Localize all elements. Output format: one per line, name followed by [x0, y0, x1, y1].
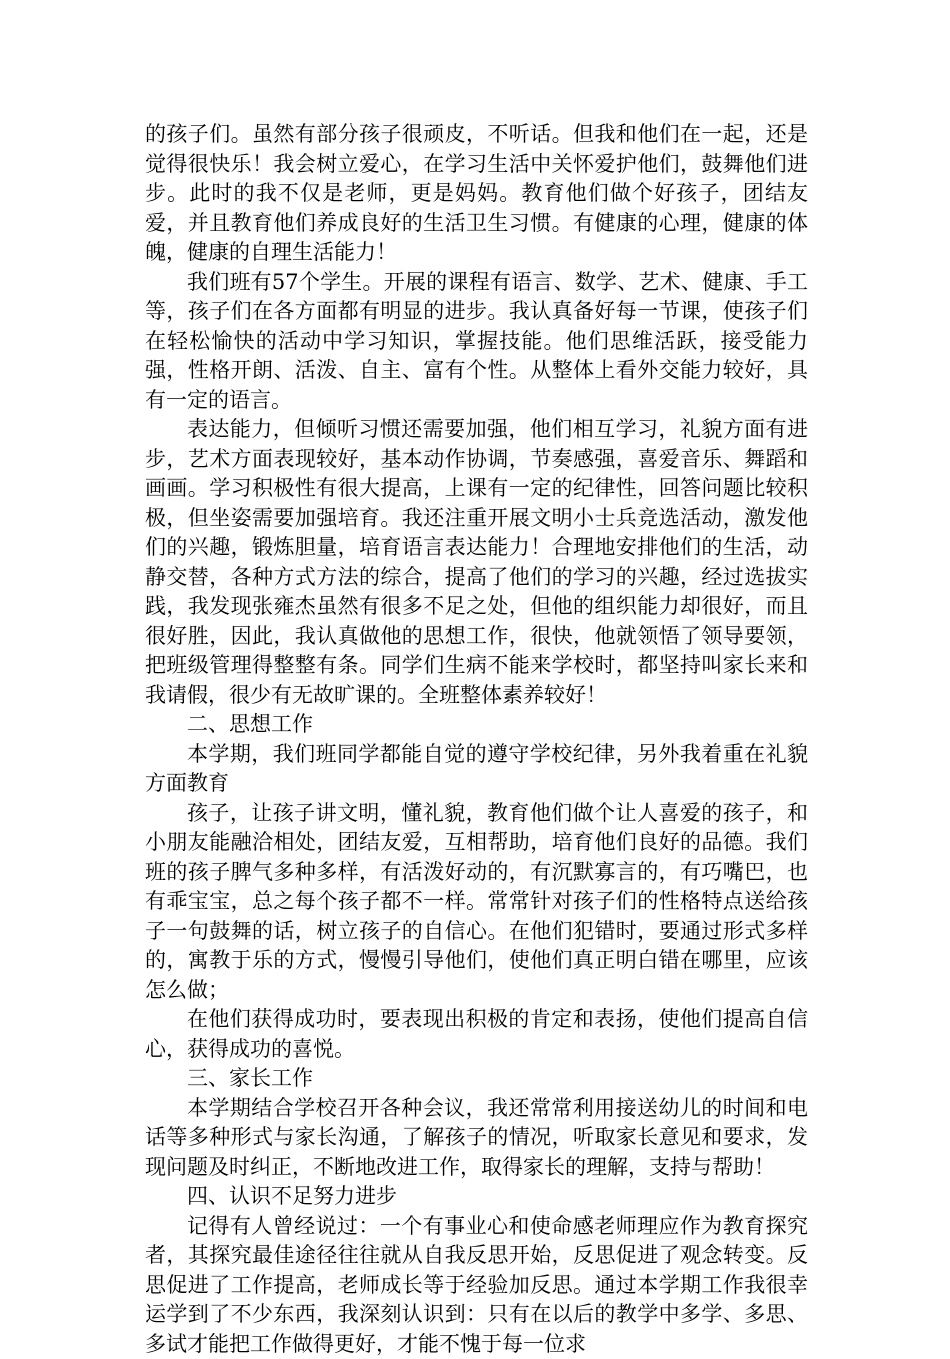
paragraph-parent-communication: 本学期结合学校召开各种会议，我还常常利用接送幼儿的时间和电话等多种形式与家长沟通，了解孩子的情况，听取家长意见和要求，发现问题及时纠正，不断地改进工作，取得家长的理解，支持与帮助！: [145, 1094, 808, 1183]
section-heading-improvement: 四、认识不足努力进步: [145, 1182, 808, 1212]
paragraph-praise: 在他们获得成功时，要表现出积极的肯定和表扬，使他们提高自信心，获得成功的喜悦。: [145, 1005, 808, 1064]
section-heading-parents: 三、家长工作: [145, 1064, 808, 1094]
document-body: [145, 120, 808, 1359]
paragraph-class-overview: 我们班有57个学生。开展的课程有语言、数学、艺术、健康、手工等，孩子们在各方面都有明显的进步。我认真备好每一节课，使孩子们在轻松愉快的活动中学习知识，掌握技能。他们思维活跃，接受能力强，性格开朗、活泼、自主、富有个性。从整体上看外交能力较好，具有一定的语言。: [145, 268, 808, 416]
paragraph-expression-ability: 表达能力，但倾听习惯还需要加强，他们相互学习，礼貌方面有进步，艺术方面表现较好，基本动作协调，节奏感强，喜爱音乐、舞蹈和画画。学习积极性有很大提高，上课有一定的纪律性，回答问题比较积极，但坐姿需要加强培育。我还注重开展文明小士兵竞选活动，激发他们的兴趣，锻炼胆量，培育语言表达能力！合理地安排他们的生活，动静交替，各种方式方法的综合，提高了他们的学习的兴趣，经过选拔实践，我发现张雍杰虽然有很多不足之处，但他的组织能力却很好，而且很好胜，因此，我认真做他的思想工作，很快，他就领悟了领导要领，把班级管理得整整有条。同学们生病不能来学校时，都坚持叫家长来和我请假，很少有无故旷课的。全班整体素养较好！: [145, 415, 808, 710]
paragraph-discipline: 本学期，我们班同学都能自觉的遵守学校纪律，另外我着重在礼貌方面教育: [145, 740, 808, 799]
paragraph-reflection: 记得有人曾经说过：一个有事业心和使命感老师理应作为教育探究者，其探究最佳途径往往就从自我反思开始，反思促进了观念转变。反思促进了工作提高，老师成长等于经验加反思。通过本学期工作我很幸运学到了不少东西，我深刻认识到：只有在以后的教学中多学、多思、多试才能把工作做得更好，才能不愧于每一位求: [145, 1212, 808, 1359]
section-heading-ideology: 二、思想工作: [145, 710, 808, 740]
paragraph-manners-education: 孩子，让孩子讲文明，懂礼貌，教育他们做个让人喜爱的孩子，和小朋友能融洽相处，团结友爱，互相帮助，培育他们良好的品德。我们班的孩子脾气多种多样，有活泼好动的，有沉默寡言的，有巧嘴巴，也有乖宝宝，总之每个孩子都不一样。常常针对孩子们的性格特点送给孩子一句鼓舞的话，树立孩子的自信心。在他们犯错时，要通过形式多样的，寓教于乐的方式，慢慢引导他们，使他们真正明白错在哪里，应该怎么做；: [145, 799, 808, 1006]
paragraph-intro: 的孩子们。虽然有部分孩子很顽皮，不听话。但我和他们在一起，还是觉得很快乐！我会树立爱心，在学习生活中关怀爱护他们，鼓舞他们进步。此时的我不仅是老师，更是妈妈。教育他们做个好孩子，团结友爱，并且教育他们养成良好的生活卫生习惯。有健康的心理，健康的体魄，健康的自理生活能力！: [145, 120, 808, 268]
